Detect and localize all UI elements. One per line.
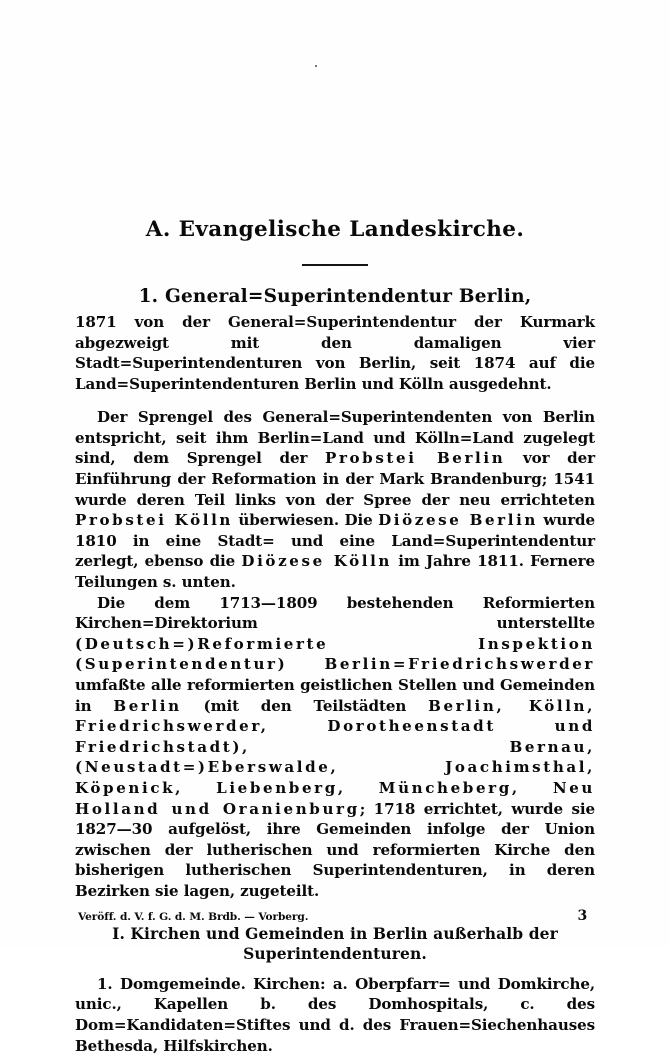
- para2-part-d: ; 1718 errichtet, wurde sie 1827—30 aufgelöst, ihre Gemeinden infolge der Union zwischen der lutherischen und reformierten Kirche den bisherigen lutherischen Superintendenturen, in deren Bezirken sie lagen, zugeteilt.: [75, 799, 595, 900]
- paragraph-sprengel: [75, 407, 595, 592]
- entry-domgemeinde: [75, 974, 595, 1056]
- subsection-heading-line-1: I. Kirchen und Gemeinden in Berlin außerhalb der: [112, 923, 558, 943]
- para1-part-e: im Jahre 1811. Fernere Teilungen s. unten.: [75, 552, 595, 592]
- entry-text: Kirchen: a. Oberpfarr= und Domkirche, unic., Kapellen b. des Domhospitals, c. des Dom=Kandidaten=Stiftes und d. des Frauen=Siechenhauses Bethesda, Hilfskirchen.: [75, 974, 595, 1055]
- subsection-heading: [75, 924, 595, 964]
- title-divider-rule: [302, 264, 368, 266]
- para2-part-b: umfaßte alle reformierten geistlichen Stellen und Gemeinden in: [75, 676, 595, 715]
- emphasis-probstei-berlin: Probstei Berlin: [325, 449, 506, 468]
- emphasis-teilstaedte-list: Berlin, Kölln, Friedrichswerder, Dorotheenstadt und Friedrichstadt), Bernau, (Neustadt=)Eberswalde, Joachimsthal, Köpenick, Liebenberg, Müncheberg, Neu Holland und Oranienburg: [75, 696, 595, 818]
- paragraph-reformierte: [75, 593, 595, 902]
- intro-paragraph: 1871 von der General=Superintendentur der Kurmark abgezweigt mit den damaligen vier Stadt=Superintendenturen von Berlin, seit 1874 auf die Land=Superintendenturen Berlin und Kölln ausgedehnt.: [75, 312, 595, 393]
- para1-part-c: überwiesen. Die: [232, 511, 379, 530]
- paper-speck: [315, 65, 317, 67]
- emphasis-dioezese-koelln: Diözese Kölln: [241, 552, 392, 571]
- page-footer: [78, 908, 593, 924]
- emphasis-berlin: Berlin: [113, 696, 182, 715]
- section-heading: 1. General=Superintendentur Berlin,: [138, 285, 532, 307]
- entry-name: Domgemeinde.: [119, 974, 246, 993]
- emphasis-reformierte-inspektion: (Deutsch=)Reformierte Inspektion (Superintendentur) Berlin=Friedrichswerder: [75, 634, 595, 674]
- emphasis-dioezese-berlin: Diözese Berlin: [378, 511, 538, 530]
- para1-part-a: Der Sprengel des General=Superintendenten von Berlin entspricht, seit ihm Berlin=Land und Kölln=Land zugelegt sind, dem Sprengel der: [75, 408, 595, 468]
- emphasis-probstei-koelln: Probstei Kölln: [75, 511, 233, 530]
- page-title: A. Evangelische Landeskirche.: [145, 217, 525, 242]
- entry-number: 1.: [97, 974, 120, 993]
- subsection-heading-line-2: Superintendenturen.: [243, 943, 427, 963]
- page-content: [75, 218, 595, 1056]
- para1-part-d: wurde 1810 in eine Stadt= und eine Land=Superintendentur zerlegt, ebenso die: [75, 511, 596, 571]
- para2-part-a: Die dem 1713—1809 bestehenden Reformierten Kirchen=Direktorium unterstellte: [75, 593, 595, 633]
- para1-part-b: vor der Einführung der Reformation in der Mark Brandenburg; 1541 wurde deren Teil links von der Spree der neu errichteten: [75, 449, 595, 509]
- para2-part-c: (mit den Teilstädten: [181, 696, 429, 715]
- footer-page-number: 3: [577, 908, 587, 924]
- footer-imprint: Veröff. d. V. f. G. d. M. Brdb. — Vorberg.: [78, 911, 309, 923]
